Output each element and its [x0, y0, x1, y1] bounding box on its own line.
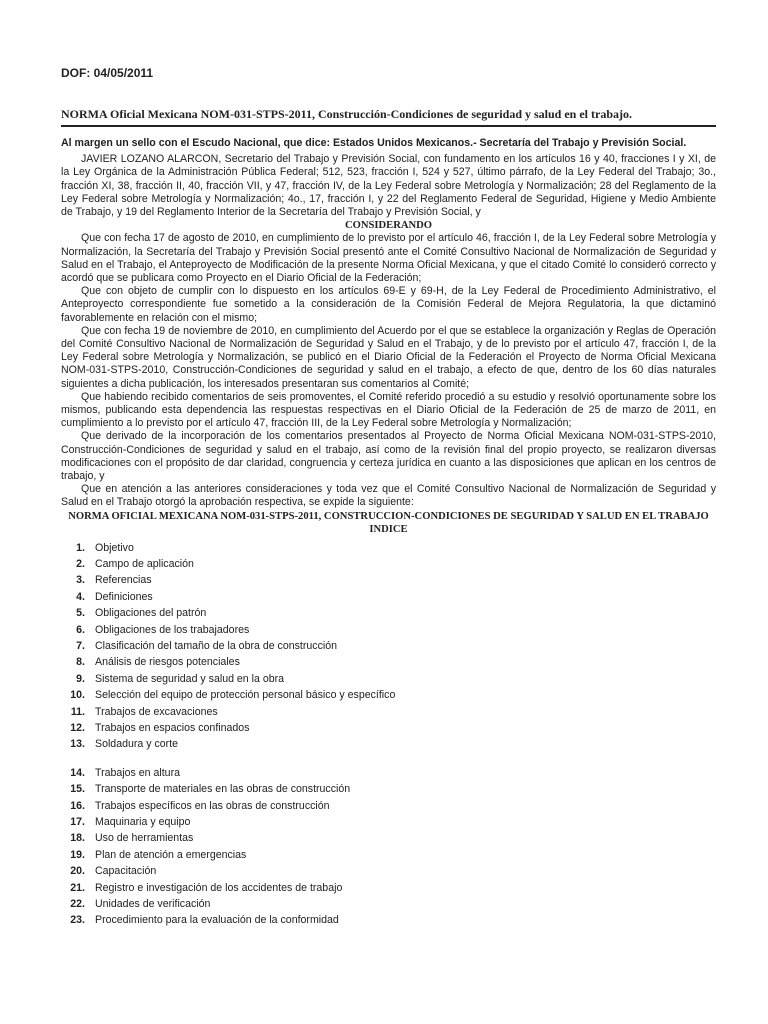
index-item [61, 737, 716, 753]
index-item-number: 13. [70, 738, 85, 751]
index-item [61, 864, 716, 880]
index-item [61, 782, 716, 798]
index-item [61, 655, 716, 671]
index-item-number: 5. [76, 607, 85, 620]
index-item [61, 880, 716, 896]
norma-heading: NORMA OFICIAL MEXICANA NOM-031-STPS-2011, CONSTRUCCION-CONDICIONES DE SEGURIDAD Y SALUD EN EL TRABAJO [68, 510, 709, 522]
index-item-label: Transporte de materiales en las obras de construcción [95, 783, 351, 796]
considerando-paragraph: Que derivado de la incorporación de los comentarios presentados al Proyecto de Norma Oficial Mexicana NOM-031-STPS-2010, Construcción-Condiciones de seguridad y salud en el trabajo, así como de la revisión final del propio proyecto, se realizaron diversas modificaciones con el propósito de dar claridad, congruencia y certeza jurídica en cuanto a las disposiciones que aplican en los centros de trabajo, y [61, 430, 716, 483]
index-item [61, 556, 716, 572]
index-item-label: Soldadura y corte [95, 738, 179, 751]
intro-paragraph: JAVIER LOZANO ALARCON, Secretario del Trabajo y Previsión Social, con fundamento en los artículos 16 y 40, fracciones I y XI, de la Ley Orgánica de la Administración Pública Federal; 512, 523, fracción I, 524 y 527, último párrafo, de la Ley Federal del Trabajo; 3o., fracción XI, 38, fracción II, 40, fracción VII, y 47, fracción IV, de la Ley Federal sobre Metrología y Normalización; 28 del Reglamento de la Ley Federal sobre Metrología y Normalización; 4o., 17, fracción I, y 22 del Reglamento Federal de Seguridad, Higiene y Medio Ambiente de Trabajo, y 19 del Reglamento Interior de la Secretaría del Trabajo y Previsión Social, y [61, 153, 716, 219]
index-item-number: 12. [70, 721, 85, 734]
considerando-paragraph: Que con objeto de cumplir con lo dispuesto en los artículos 69-E y 69-H, de la Ley Federal de Procedimiento Administrativo, el Anteproyecto correspondiente fue sometido a la consideración de la Comisión Federal de Mejora Regulatoria, la que dictaminó favorablemente en relación con el mismo; [61, 285, 716, 324]
index-item [61, 831, 716, 847]
index-item-label: Referencias [95, 574, 152, 587]
index-item-label: Plan de atención a emergencias [95, 848, 247, 861]
index-item [61, 704, 716, 720]
index-item-label: Definiciones [95, 590, 153, 603]
index-item [61, 765, 716, 781]
considerando-heading: CONSIDERANDO [344, 220, 433, 232]
index-item-label: Campo de aplicación [95, 558, 194, 571]
index-item-label: Trabajos en espacios confinados [95, 721, 250, 734]
index-item [61, 896, 716, 912]
index-item-label: Obligaciones de los trabajadores [95, 623, 250, 636]
index-item-number: 21. [70, 881, 85, 894]
index-item-label: Procedimiento para la evaluación de la conformidad [95, 914, 339, 927]
index-item-number: 2. [76, 558, 85, 571]
document-body [61, 137, 716, 929]
index-item-label: Trabajos de excavaciones [95, 705, 218, 718]
index-item-number: 22. [70, 897, 85, 910]
dof-date: DOF: 04/05/2011 [61, 66, 154, 80]
considerando-paragraph: Que con fecha 19 de noviembre de 2010, en cumplimiento del Acuerdo por el que se establece la organización y Reglas de Operación del Comité Consultivo Nacional de Normalización de Seguridad y Salud en el Trabajo, y de lo previsto por el artículo 47, fracción I, de la Ley Federal sobre Metrología y Normalización, se publicó en el Diario Oficial de la Federación el Proyecto de Norma Oficial Mexicana NOM-031-STPS-2010, Construcción-Condiciones de seguridad y salud en el trabajo, a efecto de que, dentro de los 60 días naturales siguientes a dicha publicación, los interesados presentaran sus comentarios al Comité; [61, 324, 716, 390]
index-item-number: 6. [76, 623, 85, 636]
index-item-number: 16. [70, 799, 85, 812]
index-item [61, 720, 716, 736]
index-item-label: Maquinaria y equipo [95, 815, 191, 828]
index-item-label: Clasificación del tamaño de la obra de construcción [95, 640, 338, 653]
index-item-number: 3. [76, 574, 85, 587]
index-spacer [61, 753, 716, 765]
index-list [61, 765, 716, 929]
index-item-label: Capacitación [95, 865, 157, 878]
index-item-number: 11. [70, 705, 85, 718]
considerando-paragraph: Que habiendo recibido comentarios de seis promoventes, el Comité referido procedió a su estudio y resolvió oportunamente sobre los mismos, publicando esta dependencia las respuestas respectivas en el Diario Oficial de la Federación de 25 de marzo de 2011, en cumplimiento a lo previsto por el artículo 47, fracción III, de la Ley Federal sobre Metrología y Normalización; [61, 390, 716, 430]
index-item [61, 589, 716, 605]
index-list [61, 540, 716, 753]
index-item [61, 671, 716, 687]
index-item [61, 688, 716, 704]
indice-heading: INDICE [369, 523, 408, 535]
index-item-label: Análisis de riesgos potenciales [95, 656, 240, 669]
index-item-number: 8. [76, 656, 85, 669]
margin-note: Al margen un sello con el Escudo Nacional, que dice: Estados Unidos Mexicanos.- Secretaría del Trabajo y Previsión Social. [61, 137, 687, 149]
index-item-label: Trabajos específicos en las obras de construcción [95, 799, 330, 812]
index-item-number: 15. [70, 783, 85, 796]
index-item-label: Uso de herramientas [95, 832, 194, 845]
index-item-number: 9. [76, 672, 85, 685]
index-item-label: Unidades de verificación [95, 897, 211, 910]
index-item [61, 573, 716, 589]
index-item [61, 913, 716, 929]
index-item [61, 622, 716, 638]
index-item-number: 23. [70, 914, 85, 927]
index-item-number: 7. [76, 640, 85, 653]
index-item [61, 540, 716, 556]
index-item-label: Registro e investigación de los accidentes de trabajo [95, 881, 343, 894]
index-item-number: 20. [70, 865, 85, 878]
index-item-label: Obligaciones del patrón [95, 607, 207, 620]
index-item-number: 14. [70, 766, 85, 779]
index-item [61, 798, 716, 814]
index-item-label: Objetivo [95, 541, 134, 554]
index-item-number: 1. [76, 541, 85, 554]
considerando-paragraph: Que con fecha 17 de agosto de 2010, en cumplimiento de lo previsto por el artículo 46, fracción I, de la Ley Federal sobre Metrología y Normalización, la Secretaría del Trabajo y Previsión Social presentó ante el Comité Consultivo Nacional de Normalización de Seguridad y Salud en el Trabajo, el Anteproyecto de Modificación de la presente Norma Oficial Mexicana, y que el citado Comité lo consideró correcto y acordó que se publicara como Proyecto en el Diario Oficial de la Federación; [61, 232, 716, 285]
index-item-number: 17. [70, 815, 85, 828]
index-item-label: Sistema de seguridad y salud en la obra [95, 672, 285, 685]
index-item [61, 814, 716, 830]
index-item-number: 18. [70, 832, 85, 845]
index-item-number: 10. [70, 689, 85, 702]
index-item [61, 638, 716, 654]
index-item-number: 19. [70, 848, 85, 861]
index-item-label: Selección del equipo de protección personal básico y específico [95, 689, 396, 702]
index-item [61, 847, 716, 863]
document-title: NORMA Oficial Mexicana NOM-031-STPS-2011, Construcción-Condiciones de seguridad y salud en el trabajo. [61, 107, 716, 127]
index-item-number: 4. [76, 590, 85, 603]
index-item [61, 606, 716, 622]
considerando-paragraph: Que en atención a las anteriores consideraciones y toda vez que el Comité Consultivo Nacional de Normalización de Seguridad y Salud en el Trabajo otorgó la aprobación respectiva, se expide la siguiente: [61, 483, 716, 509]
index-item-label: Trabajos en altura [95, 766, 180, 779]
